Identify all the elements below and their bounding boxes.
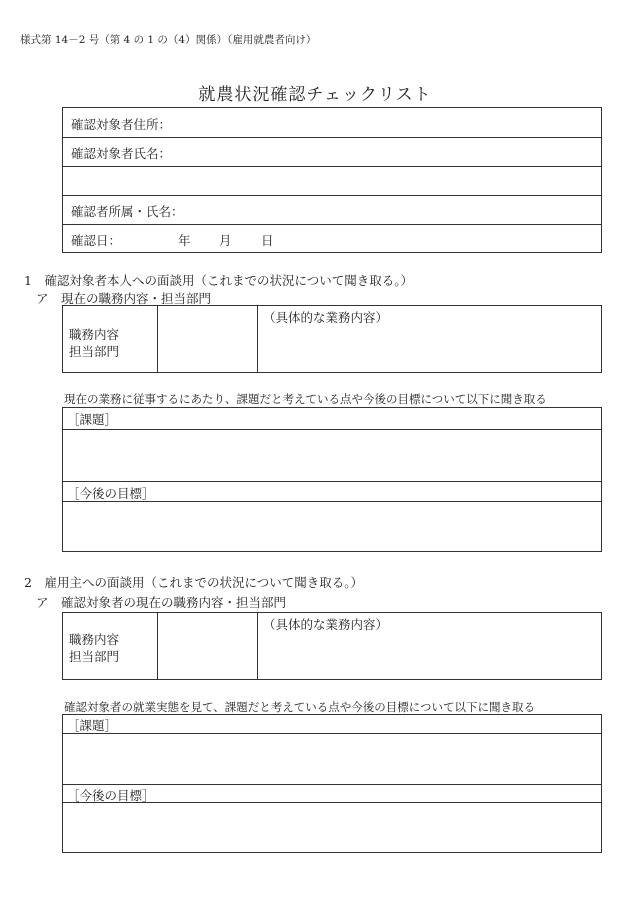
column-divider — [257, 613, 258, 679]
issue-label: ［課題］ — [67, 718, 118, 733]
detail-label: （具体的な業務内容） — [263, 617, 389, 632]
section2-heading: 2 雇用主への面談用（これまでの状況について聞き取る。） — [24, 575, 363, 590]
notes-row-divider — [63, 802, 601, 803]
section2-subheading: ア 確認対象者の現在の職務内容・担当部門 — [36, 595, 287, 610]
form-code: 様式第 14－2 号（第 4 の 1 の（4）関係）（雇用就農者向け） — [20, 34, 317, 46]
duty-label: 職務内容 — [69, 327, 120, 342]
dept-label: 担当部門 — [69, 344, 120, 359]
section1-duty-table — [62, 305, 602, 373]
address-label: 確認対象者住所： — [71, 117, 172, 132]
month-label: 月 — [219, 233, 232, 248]
page-title: 就農状況確認チェックリスト — [198, 85, 432, 105]
header-table — [62, 107, 602, 253]
header-row-divider — [63, 224, 601, 225]
column-divider — [157, 306, 158, 372]
section2-duty-table — [62, 612, 602, 680]
section2-notes-table — [62, 714, 602, 853]
section2-instruction: 確認対象者の就業実態を見て、課題だと考えている点や今後の目標について以下に聞き取る — [64, 700, 536, 714]
year-label: 年 — [178, 233, 191, 248]
header-row-divider — [63, 166, 601, 167]
checker-label: 確認者所属・氏名： — [71, 204, 184, 219]
goal-label: ［今後の目標］ — [67, 788, 155, 803]
name-label: 確認対象者氏名： — [71, 146, 172, 161]
notes-row-divider — [63, 501, 601, 502]
column-divider — [157, 613, 158, 679]
section1-heading: 1 確認対象者本人への面談用（これまでの状況について聞き取る。） — [24, 273, 413, 288]
notes-row-divider — [63, 733, 601, 734]
issue-label: ［課題］ — [67, 412, 118, 427]
day-label: 日 — [261, 233, 274, 248]
detail-label: （具体的な業務内容） — [263, 310, 389, 325]
notes-row-divider — [63, 481, 601, 482]
section1-subheading: ア 現在の職務内容・担当部門 — [36, 291, 212, 306]
goal-label: ［今後の目標］ — [67, 486, 155, 501]
date-label: 確認日： — [71, 233, 122, 248]
column-divider — [257, 306, 258, 372]
notes-row-divider — [63, 784, 601, 785]
notes-row-divider — [63, 429, 601, 430]
section1-instruction: 現在の業務に従事するにあたり、課題だと考えている点や今後の目標について以下に聞き取る — [64, 392, 547, 406]
dept-label: 担当部門 — [69, 649, 120, 664]
section1-notes-table — [62, 407, 602, 552]
duty-label: 職務内容 — [69, 632, 120, 647]
header-row-divider — [63, 137, 601, 138]
header-row-divider — [63, 195, 601, 196]
